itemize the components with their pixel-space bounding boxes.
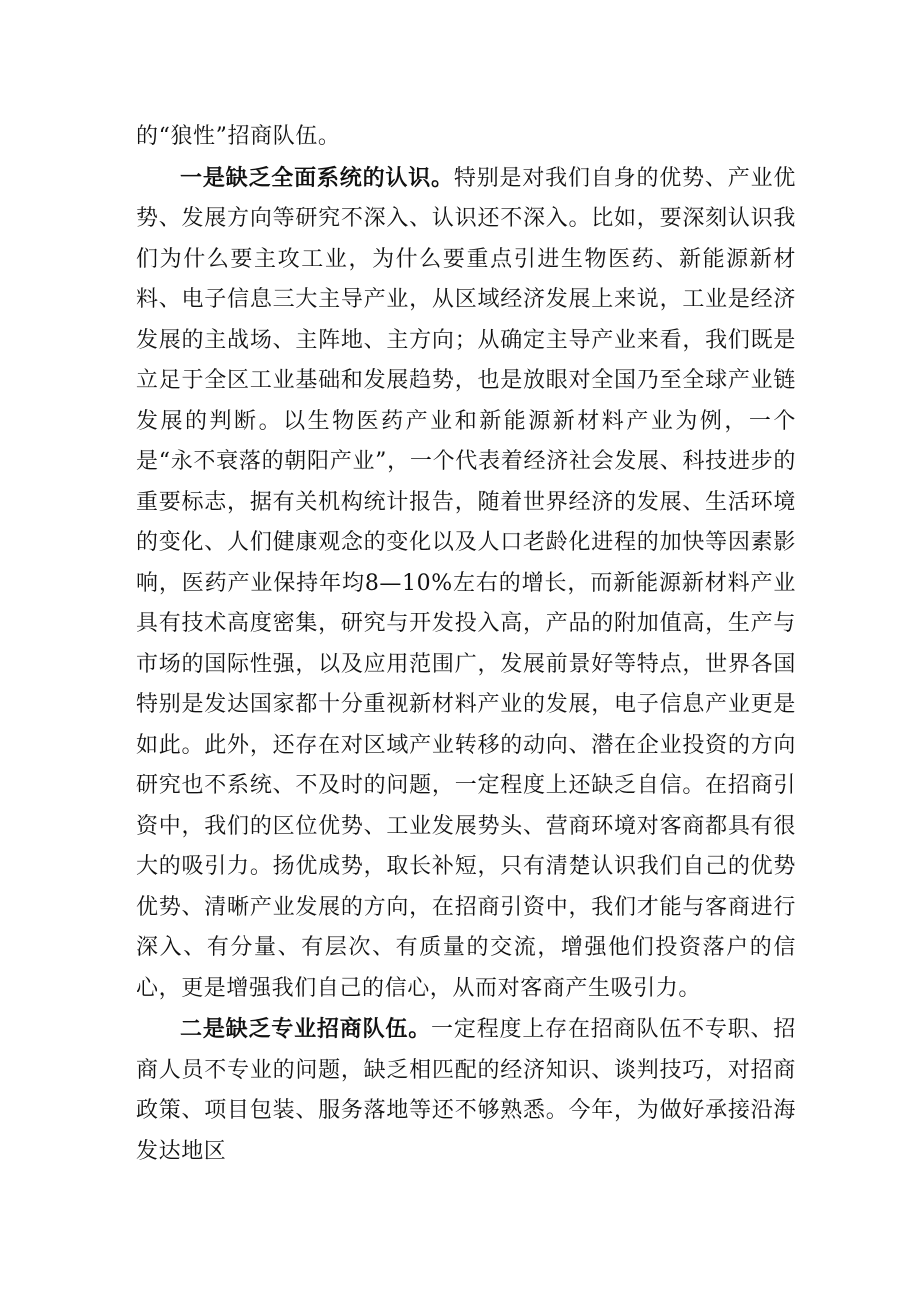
paragraph-text: 特别是对我们自身的优势、产业优势、发展方向等研究不深入、认识还不深入。比如，要深刻认识我们为什么要主攻工业，为什么要重点引进生物医药、新能源新材料、电子信息三大主导产业，从区域经济发展上来说，工业是经济发展的主战场、主阵地、主方向；从确定主导产业来看，我们既是立足于全区工业基础和发展趋势，也是放眼对全国乃至全球产业链发展的判断。以生物医药产业和新能源新材料产业为例，一个是“永不衰落的朝阳产业”，一个代表着经济社会发展、科技进步的重要标志，据有关机构统计报告，随着世界经济的发展、生活环境的变化、人们健康观念的变化以及人口老龄化进程的加快等因素影响，医药产业保持年均8—10%左右的增长，而新能源新材料产业具有技术高度密集，研究与开发投入高，产品的附加值高，生产与市场的国际性强，以及应用范围广，发展前景好等特点，世界各国特别是发达国家都十分重视新材料产业的发展，电子信息产业更是如此。此外，还存在对区域产业转移的动向、潜在企业投资的方向研究也不系统、不及时的问题，一定程度上还缺乏自信。在招商引资中，我们的区位优势、工业发展势头、营商环境对客商都具有很大的吸引力。扬优成势，取长补短，只有清楚认识我们自己的优势优势、清晰产业发展的方向，在招商引资中，我们才能与客商进行深入、有分量、有层次、有质量的交流，增强他们投资落户的信心，更是增强我们自己的信心，从而对客商产生吸引力。 [136,165,796,1001]
document-body [136,117,796,1172]
paragraph-continuation [136,117,796,158]
paragraph-lack-of-understanding [136,158,796,1010]
paragraph-text: 一定程度上存在招商队伍不专职、招商人员不专业的问题，缺乏相匹配的经济知识、谈判技巧，对招商政策、项目包装、服务落地等还不够熟悉。今年，为做好承接沿海发达地区 [136,1017,796,1164]
paragraph-lack-of-professional-team [136,1009,796,1172]
paragraph-heading: 二是缺乏专业招商队伍。 [180,1016,432,1042]
paragraph-text: 的“狼性”招商队伍。 [136,124,341,149]
paragraph-heading: 一是缺乏全面系统的认识。 [180,164,454,191]
